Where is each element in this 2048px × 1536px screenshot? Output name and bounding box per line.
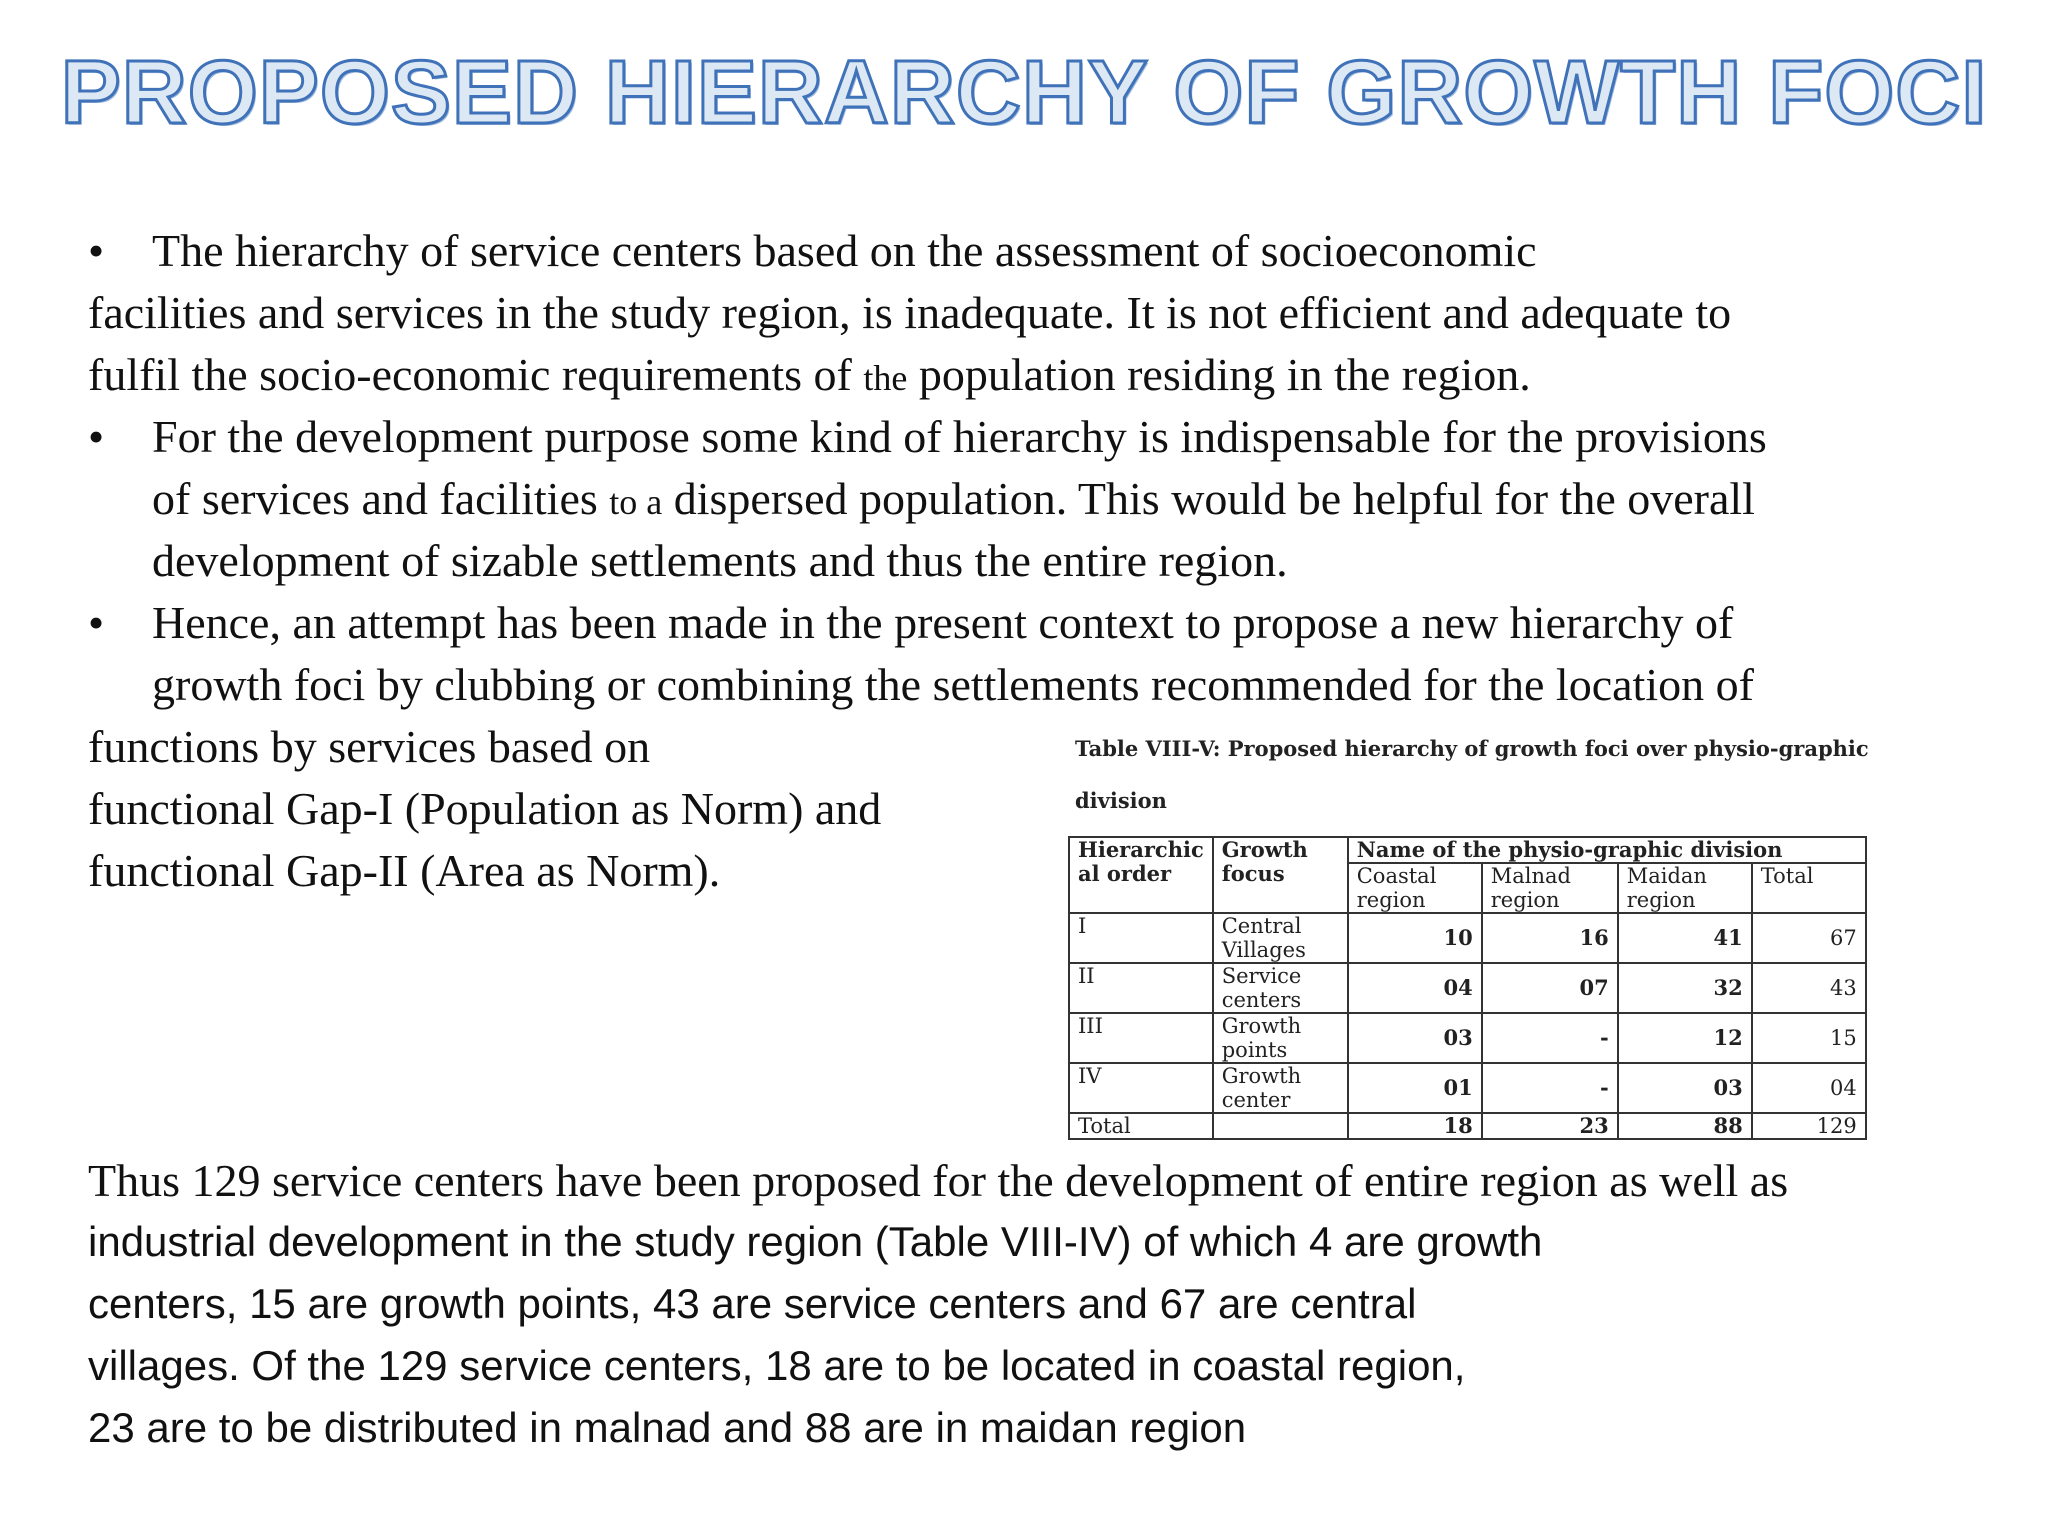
cell-total: 04 <box>1752 1063 1866 1113</box>
cell-order: I <box>1069 913 1213 963</box>
header-focus: Growth focus <box>1213 837 1348 913</box>
cell-focus <box>1213 1113 1348 1139</box>
conclusion-line1: Thus 129 service centers have been proposed for the development of entire region as well as <box>88 1155 1789 1206</box>
table-caption-line1: Table VIII-V: Proposed hierarchy of growth foci over physio-graphic <box>1075 736 1869 761</box>
cell-maidan: 12 <box>1618 1013 1752 1063</box>
cell-maidan: 03 <box>1618 1063 1752 1113</box>
cell-focus: Growth center <box>1213 1063 1348 1113</box>
cell-maidan: 41 <box>1618 913 1752 963</box>
cell-order: Total <box>1069 1113 1213 1139</box>
cell-total: 43 <box>1752 963 1866 1013</box>
conclusion-line5: 23 are to be distributed in malnad and 88 are in maidan region <box>88 1404 1247 1451</box>
slide-title: PROPOSED HIERARCHY OF GROWTH FOCI <box>60 43 1988 143</box>
para2-line1: For the development purpose some kind of hierarchy is indispensable for the provisions <box>152 411 1767 462</box>
cell-malnad: - <box>1482 1063 1618 1113</box>
cell-total: 67 <box>1752 913 1866 963</box>
header-division: Name of the physio-graphic division <box>1348 837 1866 863</box>
cell-coastal: 18 <box>1348 1113 1482 1139</box>
cell-total: 15 <box>1752 1013 1866 1063</box>
cell-maidan: 32 <box>1618 963 1752 1013</box>
bullet-3: • <box>88 597 105 648</box>
table-row <box>1069 963 1866 1013</box>
cell-coastal: 01 <box>1348 1063 1482 1113</box>
para1-line2: facilities and services in the study region, is inadequate. It is not efficient and adequate to <box>88 287 1732 338</box>
conclusion-line2: industrial development in the study region (Table VIII-IV) of which 4 are growth <box>88 1218 1543 1265</box>
para3-line4: functional Gap-I (Population as Norm) and <box>88 783 882 834</box>
para3-line5: functional Gap-II (Area as Norm). <box>88 845 721 896</box>
table-row <box>1069 913 1866 963</box>
table-row <box>1069 1013 1866 1063</box>
cell-order: IV <box>1069 1063 1213 1113</box>
cell-focus: Growth points <box>1213 1013 1348 1063</box>
header-order: Hierarchic al order <box>1069 837 1213 913</box>
para3-line1: Hence, an attempt has been made in the present context to propose a new hierarchy of <box>152 597 1734 648</box>
cell-total: 129 <box>1752 1113 1866 1139</box>
cell-coastal: 10 <box>1348 913 1482 963</box>
para1-line3: fulfil the socio-economic requirements of the population residing in the region. <box>88 349 1531 400</box>
cell-order: II <box>1069 963 1213 1013</box>
header-coastal: Coastal region <box>1348 863 1482 913</box>
para3-line2: growth foci by clubbing or combining the settlements recommended for the location of <box>152 659 1754 710</box>
bullet-1: • <box>88 225 105 276</box>
para3-line3: functions by services based on <box>88 721 651 772</box>
cell-focus: Central Villages <box>1213 913 1348 963</box>
cell-malnad: 07 <box>1482 963 1618 1013</box>
conclusion-line3: centers, 15 are growth points, 43 are service centers and 67 are central <box>88 1280 1417 1327</box>
cell-focus: Service centers <box>1213 963 1348 1013</box>
table-row <box>1069 1063 1866 1113</box>
header-maidan: Maidan region <box>1618 863 1752 913</box>
growth-foci-table <box>1068 836 1867 1140</box>
table-total-row <box>1069 1113 1866 1139</box>
para2-line2: of services and facilities to a dispersed population. This would be helpful for the overall <box>152 473 1755 524</box>
cell-coastal: 03 <box>1348 1013 1482 1063</box>
para1-line1: The hierarchy of service centers based on the assessment of socioeconomic <box>152 225 1537 276</box>
header-total: Total <box>1752 863 1866 913</box>
cell-malnad: 23 <box>1482 1113 1618 1139</box>
cell-order: III <box>1069 1013 1213 1063</box>
para2-line3: development of sizable settlements and thus the entire region. <box>152 535 1288 586</box>
cell-coastal: 04 <box>1348 963 1482 1013</box>
cell-maidan: 88 <box>1618 1113 1752 1139</box>
conclusion-line4: villages. Of the 129 service centers, 18 are to be located in coastal region, <box>88 1342 1466 1389</box>
table-caption-line2: division <box>1075 788 1167 813</box>
cell-malnad: 16 <box>1482 913 1618 963</box>
cell-malnad: - <box>1482 1013 1618 1063</box>
header-malnad: Malnad region <box>1482 863 1618 913</box>
bullet-2: • <box>88 411 105 462</box>
